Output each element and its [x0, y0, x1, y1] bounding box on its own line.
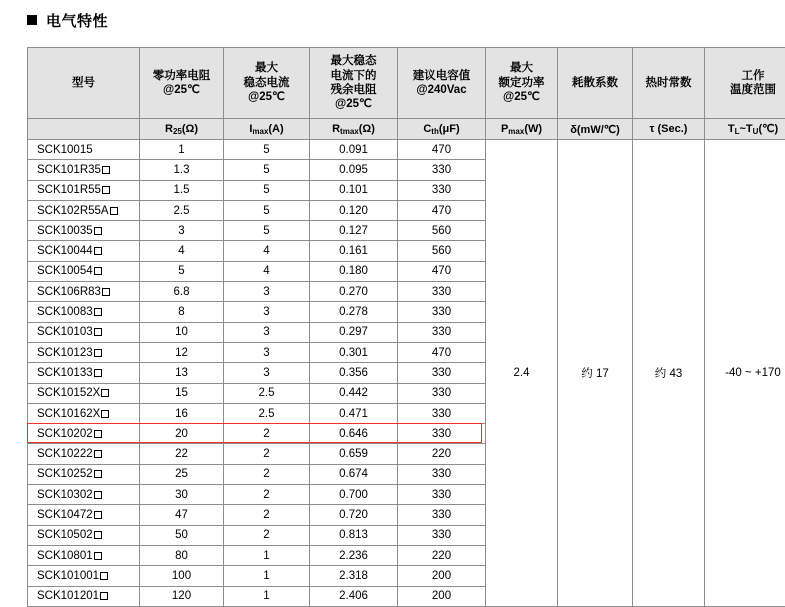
header-row-main	[28, 48, 785, 119]
cell-imax: 3	[224, 363, 310, 383]
cell-cth: 220	[398, 545, 486, 565]
cell-cth: 330	[398, 302, 486, 322]
cell-model: SCK10302	[28, 485, 140, 505]
cell-model: SCK10083	[28, 302, 140, 322]
suffix-box-icon	[102, 288, 110, 296]
symbol-temp-range: $T_L\sim T_U(℃)$	[705, 119, 785, 140]
cell-rtmax: 0.278	[310, 302, 398, 322]
cell-imax: 2	[224, 485, 310, 505]
cell-imax: 2	[224, 505, 310, 525]
symbol-delta: δ(mW/℃)	[558, 119, 633, 140]
cell-rtmax: 0.471	[310, 403, 398, 423]
cell-model: SCK106R83	[28, 282, 140, 302]
cell-rtmax: 0.720	[310, 505, 398, 525]
cell-model: SCK10123	[28, 342, 140, 362]
cell-imax: 2	[224, 464, 310, 484]
cell-model: SCK10162X	[28, 403, 140, 423]
cell-r25: 1.3	[140, 160, 224, 180]
cell-imax: 2	[224, 424, 310, 444]
suffix-box-icon	[100, 572, 108, 580]
header-operating-temp-range: 工作 温度范围	[705, 48, 785, 119]
cell-imax: 4	[224, 241, 310, 261]
cell-model: SCK10502	[28, 525, 140, 545]
square-bullet-icon	[27, 15, 37, 25]
cell-cth: 220	[398, 444, 486, 464]
suffix-box-icon	[94, 430, 102, 438]
suffix-box-icon	[94, 227, 102, 235]
cell-dissipation-merged: 约 17	[558, 140, 633, 607]
cell-cth: 330	[398, 363, 486, 383]
cell-model: SCK101R55	[28, 180, 140, 200]
cell-cth: 470	[398, 140, 486, 160]
cell-imax: 3	[224, 342, 310, 362]
cell-cth: 330	[398, 322, 486, 342]
cell-imax: 2	[224, 444, 310, 464]
cell-model: SCK10054	[28, 261, 140, 281]
cell-model: SCK10015	[28, 140, 140, 160]
cell-model: SCK101201	[28, 586, 140, 606]
cell-model: SCK10252	[28, 464, 140, 484]
table-body	[28, 140, 785, 607]
cell-model: SCK10472	[28, 505, 140, 525]
cell-cth: 330	[398, 403, 486, 423]
cell-cth: 470	[398, 342, 486, 362]
cell-imax: 5	[224, 160, 310, 180]
cell-rtmax: 0.091	[310, 140, 398, 160]
header-row-symbols	[28, 119, 785, 140]
cell-imax: 5	[224, 180, 310, 200]
cell-model: SCK10044	[28, 241, 140, 261]
cell-r25: 12	[140, 342, 224, 362]
cell-imax: 3	[224, 282, 310, 302]
cell-cth: 330	[398, 160, 486, 180]
suffix-box-icon	[100, 592, 108, 600]
cell-r25: 22	[140, 444, 224, 464]
cell-r25: 10	[140, 322, 224, 342]
cell-r25: 100	[140, 566, 224, 586]
header-model: 型号	[28, 48, 140, 119]
cell-rtmax: 0.297	[310, 322, 398, 342]
suffix-box-icon	[94, 450, 102, 458]
cell-imax: 1	[224, 586, 310, 606]
cell-cth: 330	[398, 505, 486, 525]
cell-model: SCK10035	[28, 221, 140, 241]
symbol-cth: $C_{th}(\mu F)$	[398, 119, 486, 140]
cell-rtmax: 2.318	[310, 566, 398, 586]
cell-rtmax: 0.101	[310, 180, 398, 200]
cell-r25: 1	[140, 140, 224, 160]
cell-pmax-merged: 2.4	[486, 140, 558, 607]
cell-r25: 8	[140, 302, 224, 322]
cell-r25: 50	[140, 525, 224, 545]
cell-rtmax: 2.406	[310, 586, 398, 606]
cell-rtmax: 0.161	[310, 241, 398, 261]
cell-model: SCK10801	[28, 545, 140, 565]
cell-rtmax: 0.120	[310, 200, 398, 220]
cell-model: SCK101R35	[28, 160, 140, 180]
cell-model: SCK102R55A	[28, 200, 140, 220]
cell-imax: 2.5	[224, 383, 310, 403]
cell-r25: 1.5	[140, 180, 224, 200]
cell-cth: 560	[398, 241, 486, 261]
cell-rtmax: 0.659	[310, 444, 398, 464]
cell-rtmax: 0.095	[310, 160, 398, 180]
cell-cth: 330	[398, 282, 486, 302]
header-max-steady-current: 最大 稳态电流 @25℃	[224, 48, 310, 119]
section-heading	[0, 0, 785, 30]
electrical-characteristics-table	[27, 47, 785, 607]
suffix-box-icon	[101, 410, 109, 418]
cell-r25: 3	[140, 221, 224, 241]
symbol-pmax: $P_{max}(W)$	[486, 119, 558, 140]
symbol-r25: $R_{25}(\Omega)$	[140, 119, 224, 140]
cell-imax: 3	[224, 322, 310, 342]
cell-rtmax: 0.127	[310, 221, 398, 241]
cell-imax: 4	[224, 261, 310, 281]
cell-r25: 4	[140, 241, 224, 261]
cell-r25: 30	[140, 485, 224, 505]
cell-imax: 3	[224, 302, 310, 322]
suffix-box-icon	[101, 389, 109, 397]
cell-imax: 5	[224, 140, 310, 160]
cell-cth: 330	[398, 485, 486, 505]
symbol-rtmax: $R_{tmax}(\Omega)$	[310, 119, 398, 140]
cell-rtmax: 0.674	[310, 464, 398, 484]
symbol-model	[28, 119, 140, 140]
suffix-box-icon	[94, 308, 102, 316]
cell-imax: 2.5	[224, 403, 310, 423]
cell-model: SCK101001	[28, 566, 140, 586]
suffix-box-icon	[94, 267, 102, 275]
page-title: 电气特性	[46, 10, 108, 31]
symbol-tau: τ (Sec.)	[633, 119, 705, 140]
suffix-box-icon	[94, 491, 102, 499]
cell-cth: 330	[398, 464, 486, 484]
header-max-rated-power: 最大 额定功率 @25℃	[486, 48, 558, 119]
cell-rtmax: 2.236	[310, 545, 398, 565]
cell-r25: 15	[140, 383, 224, 403]
cell-model: SCK10222	[28, 444, 140, 464]
cell-r25: 20	[140, 424, 224, 444]
symbol-imax: $I_{max}(A)$	[224, 119, 310, 140]
cell-r25: 47	[140, 505, 224, 525]
cell-thermal-merged: 约 43	[633, 140, 705, 607]
header-dissipation-factor: 耗散系数	[558, 48, 633, 119]
suffix-box-icon	[94, 531, 102, 539]
table-row	[28, 140, 785, 160]
cell-model: SCK10103	[28, 322, 140, 342]
cell-imax: 2	[224, 525, 310, 545]
table-header	[28, 48, 785, 140]
cell-r25: 6.8	[140, 282, 224, 302]
header-zero-power-resistance: 零功率电阻 @25℃	[140, 48, 224, 119]
suffix-box-icon	[102, 166, 110, 174]
spec-table-container	[27, 47, 760, 607]
cell-model: SCK10202	[28, 424, 140, 444]
cell-cth: 560	[398, 221, 486, 241]
cell-rtmax: 0.356	[310, 363, 398, 383]
cell-cth: 200	[398, 566, 486, 586]
cell-imax: 5	[224, 200, 310, 220]
suffix-box-icon	[94, 349, 102, 357]
cell-r25: 2.5	[140, 200, 224, 220]
cell-cth: 330	[398, 525, 486, 545]
cell-cth: 470	[398, 200, 486, 220]
cell-rtmax: 0.813	[310, 525, 398, 545]
cell-model: SCK10152X	[28, 383, 140, 403]
suffix-box-icon	[94, 369, 102, 377]
suffix-box-icon	[102, 186, 110, 194]
suffix-box-icon	[94, 328, 102, 336]
cell-cth: 330	[398, 383, 486, 403]
cell-rtmax: 0.301	[310, 342, 398, 362]
header-residual-resistance: 最大稳态 电流下的 残余电阻 @25℃	[310, 48, 398, 119]
cell-cth: 330	[398, 180, 486, 200]
cell-r25: 80	[140, 545, 224, 565]
cell-rtmax: 0.700	[310, 485, 398, 505]
cell-imax: 1	[224, 566, 310, 586]
cell-r25: 120	[140, 586, 224, 606]
cell-imax: 5	[224, 221, 310, 241]
suffix-box-icon	[94, 511, 102, 519]
suffix-box-icon	[110, 207, 118, 215]
cell-imax: 1	[224, 545, 310, 565]
suffix-box-icon	[94, 470, 102, 478]
cell-rtmax: 0.442	[310, 383, 398, 403]
header-thermal-time-constant: 热时常数	[633, 48, 705, 119]
cell-r25: 5	[140, 261, 224, 281]
suffix-box-icon	[94, 247, 102, 255]
cell-cth: 200	[398, 586, 486, 606]
cell-r25: 16	[140, 403, 224, 423]
cell-r25: 25	[140, 464, 224, 484]
cell-rtmax: 0.270	[310, 282, 398, 302]
cell-r25: 13	[140, 363, 224, 383]
cell-temp-range-merged: -40 ~ +170	[705, 140, 785, 607]
header-recommended-capacitance: 建议电容值 @240Vac	[398, 48, 486, 119]
cell-cth: 330	[398, 424, 486, 444]
cell-rtmax: 0.646	[310, 424, 398, 444]
cell-model: SCK10133	[28, 363, 140, 383]
cell-cth: 470	[398, 261, 486, 281]
cell-rtmax: 0.180	[310, 261, 398, 281]
suffix-box-icon	[94, 552, 102, 560]
